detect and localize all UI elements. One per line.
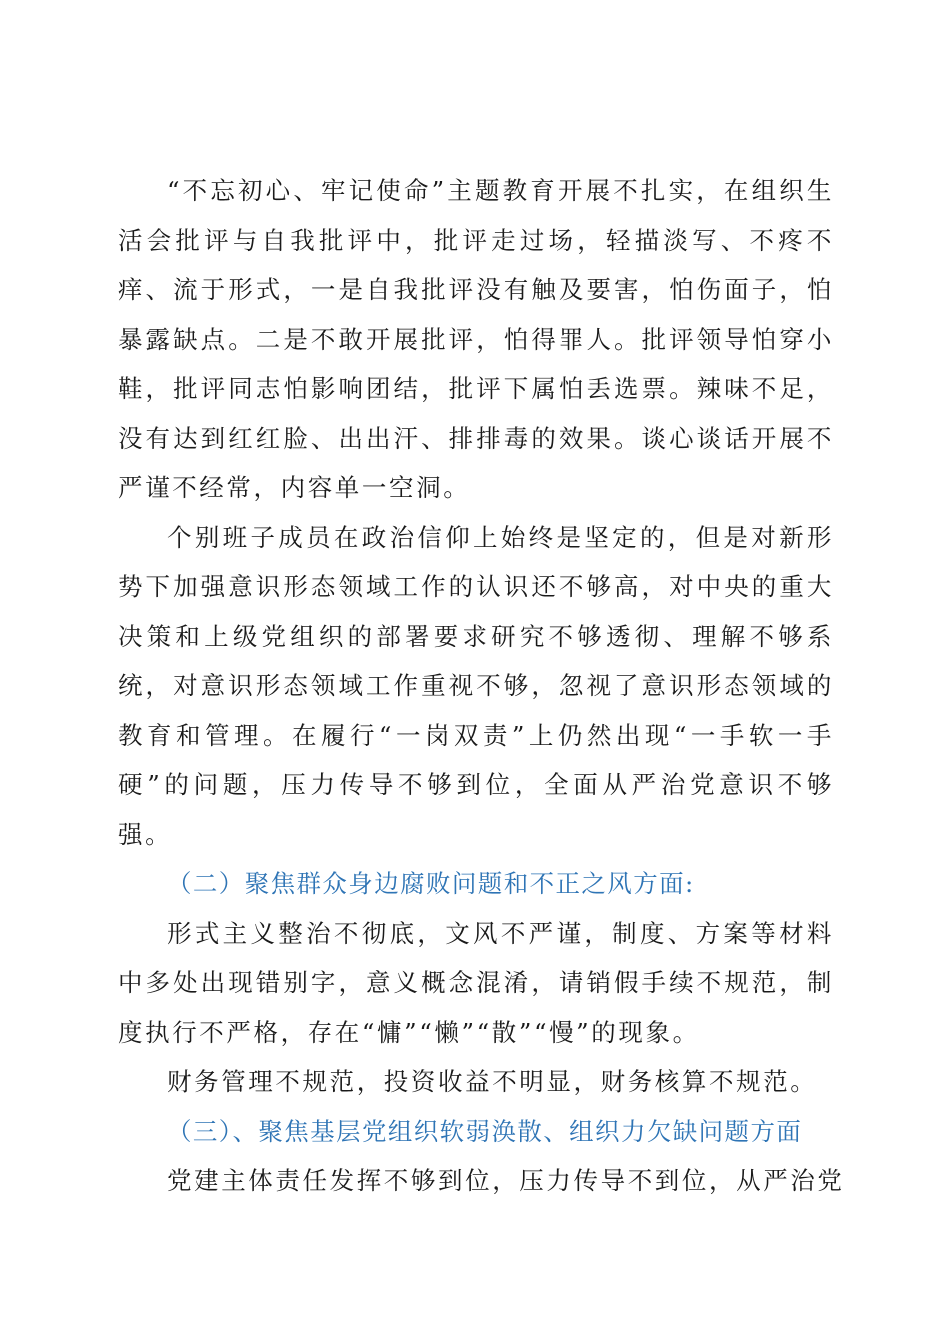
paragraph-theme-education: “不忘初心、牢记使命”主题教育开展不扎实，在组织生活会批评与自我批评中，批评走过场，轻描淡写、不疼不痒、流于形式，一是自我批评没有触及要害，怕伤面子，怕暴露缺点。二是不敢开展批评，怕得罪人。批评领导怕穿小鞋，批评同志怕影响团结，批评下属怕丢选票。辣味不足，没有达到红红脸、出出汗、排排毒的效果。谈心谈话开展不严谨不经常，内容单一空洞。 bbox=[118, 176, 834, 502]
paragraph-ideology: 个别班子成员在政治信仰上始终是坚定的，但是对新形势下加强意识形态领域工作的认识还不够高，对中央的重大决策和上级党组织的部署要求研究不够透彻、理解不够系统，对意识形态领域工作重视不够，忽视了意识形态领域的教育和管理。在履行“一岗双责”上仍然出现“一手软一手硬”的问题，压力传导不够到位，全面从严治党意识不够强。 bbox=[118, 522, 834, 849]
section-heading-2: （二）聚焦群众身边腐败问题和不正之风方面: bbox=[167, 869, 695, 898]
document-body bbox=[118, 166, 845, 1206]
section-heading-3: （三）、聚焦基层党组织软弱涣散、组织力欠缺问题方面 bbox=[167, 1116, 803, 1146]
paragraph-finance: 财务管理不规范，投资收益不明显，财务核算不规范。 bbox=[167, 1067, 818, 1096]
paragraph-party-building: 党建主体责任发挥不够到位，压力传导不到位，从严治党 bbox=[167, 1166, 845, 1195]
paragraph-formalism: 形式主义整治不彻底，文风不严谨，制度、方案等材料中多处出现错别字，意义概念混淆，请销假手续不规范，制度执行不严格，存在“慵”“懒”“散”“慢”的现象。 bbox=[118, 918, 834, 1047]
